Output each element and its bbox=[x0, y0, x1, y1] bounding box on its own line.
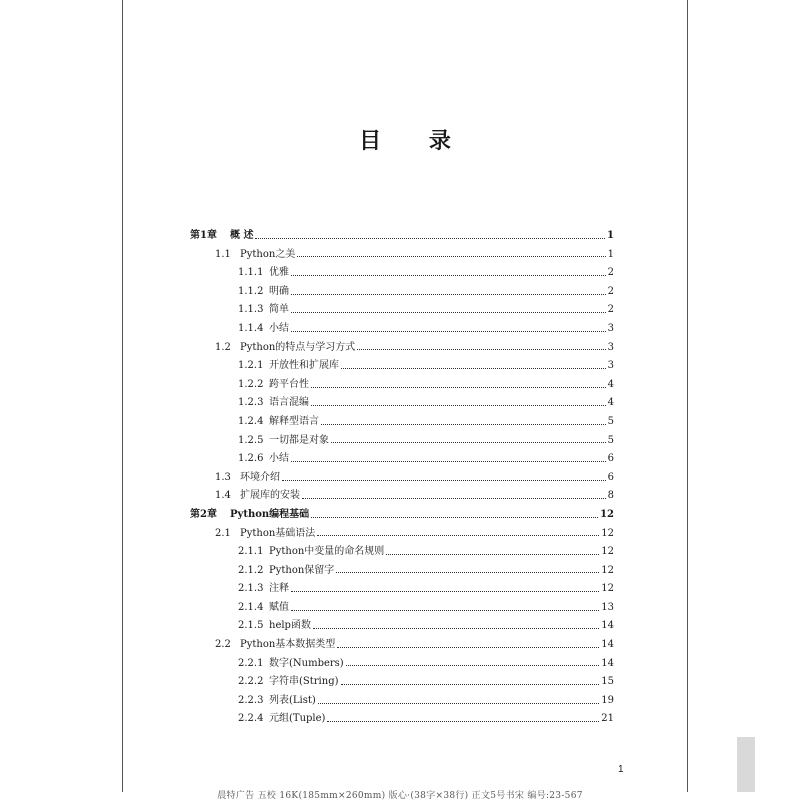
toc-entry-number: 1.2.4 bbox=[238, 415, 264, 427]
toc-entry-page: 19 bbox=[601, 694, 614, 706]
toc-entry-number: 2.1 bbox=[215, 527, 231, 539]
toc-entry[interactable] bbox=[190, 450, 614, 469]
toc-leader-dots bbox=[291, 294, 606, 295]
toc-entry-page: 13 bbox=[601, 601, 614, 613]
toc-entry[interactable] bbox=[190, 339, 614, 358]
toc-entry-page: 3 bbox=[607, 341, 614, 353]
toc-entry-page: 21 bbox=[601, 713, 614, 725]
toc-entry-page: 4 bbox=[607, 397, 614, 409]
toc-leader-dots bbox=[318, 703, 599, 704]
toc-leader-dots bbox=[311, 387, 606, 388]
toc-entry-title: 扩展库的安装 bbox=[240, 490, 300, 502]
toc-entry-page: 5 bbox=[607, 415, 614, 427]
toc-entry-number: 1.2 bbox=[215, 341, 231, 353]
table-of-contents bbox=[190, 227, 614, 729]
toc-entry-page: 6 bbox=[607, 453, 614, 465]
toc-entry-title: 列表(List) bbox=[269, 694, 316, 706]
toc-entry-number: 1.1.1 bbox=[238, 267, 264, 279]
toc-entry-title: 跨平台性 bbox=[269, 378, 309, 390]
toc-entry-title: 语言混编 bbox=[269, 397, 309, 409]
toc-entry-number: 1.1.4 bbox=[238, 322, 264, 334]
toc-entry-number: 2.2 bbox=[215, 639, 231, 651]
toc-entry-number: 1.1 bbox=[215, 248, 231, 260]
toc-leader-dots bbox=[282, 480, 606, 481]
toc-entry-number: 1.2.5 bbox=[238, 434, 264, 446]
toc-entry-number: 2.1.3 bbox=[238, 583, 264, 595]
toc-entry-number: 1.2.2 bbox=[238, 378, 264, 390]
toc-entry-title: 一切都是对象 bbox=[269, 434, 329, 446]
toc-leader-dots bbox=[255, 238, 605, 239]
toc-entry[interactable] bbox=[190, 580, 614, 599]
toc-leader-dots bbox=[341, 684, 600, 685]
toc-entry-number: 2.1.4 bbox=[238, 601, 264, 613]
document-page bbox=[122, 0, 688, 792]
toc-entry[interactable] bbox=[190, 394, 614, 413]
toc-entry-page: 4 bbox=[607, 378, 614, 390]
toc-entry-page: 2 bbox=[607, 304, 614, 316]
toc-entry-number: 2.1.5 bbox=[238, 620, 264, 632]
toc-entry-title: 数字(Numbers) bbox=[269, 657, 344, 669]
toc-entry-title: 简单 bbox=[269, 304, 289, 316]
toc-entry-title: Python的特点与学习方式 bbox=[240, 341, 356, 353]
toc-entry-title: 元组(Tuple) bbox=[269, 713, 326, 725]
toc-entry[interactable] bbox=[190, 673, 614, 692]
toc-entry-title: 开放性和扩展库 bbox=[269, 360, 339, 372]
toc-entry[interactable] bbox=[190, 432, 614, 451]
toc-entry-page: 8 bbox=[607, 490, 614, 502]
toc-entry-number: 1.2.6 bbox=[238, 453, 264, 465]
toc-entry[interactable] bbox=[190, 692, 614, 711]
toc-entry-page: 14 bbox=[601, 657, 614, 669]
toc-entry[interactable] bbox=[190, 562, 614, 581]
toc-entry-page: 5 bbox=[607, 434, 614, 446]
toc-entry[interactable] bbox=[190, 506, 614, 525]
toc-leader-dots bbox=[311, 517, 598, 518]
toc-entry-title: 概 述 bbox=[230, 230, 254, 241]
toc-entry[interactable] bbox=[190, 376, 614, 395]
toc-entry[interactable] bbox=[190, 487, 614, 506]
toc-leader-dots bbox=[327, 721, 599, 722]
toc-leader-dots bbox=[291, 610, 599, 611]
toc-entry[interactable] bbox=[190, 413, 614, 432]
toc-entry-number: 1.1.2 bbox=[238, 285, 264, 297]
toc-entry[interactable] bbox=[190, 469, 614, 488]
toc-entry-title: Python基本数据类型 bbox=[240, 639, 336, 651]
print-footer: 晨特广告 五校 16K(185mm×260mm) 版心·(38字×38行) 正文5号书宋 编号:23-567 bbox=[217, 791, 583, 801]
toc-leader-dots bbox=[291, 275, 606, 276]
toc-entry-number: 1.3 bbox=[215, 471, 231, 483]
toc-leader-dots bbox=[311, 405, 606, 406]
toc-leader-dots bbox=[336, 572, 599, 573]
toc-entry[interactable] bbox=[190, 301, 614, 320]
toc-entry-title: 小结 bbox=[269, 322, 289, 334]
toc-entry-page: 12 bbox=[601, 546, 614, 558]
page-title: 目 录 bbox=[359, 128, 471, 154]
toc-entry-page: 14 bbox=[601, 620, 614, 632]
toc-entry-page: 3 bbox=[607, 322, 614, 334]
toc-entry[interactable] bbox=[190, 655, 614, 674]
toc-leader-dots bbox=[297, 256, 605, 257]
toc-leader-dots bbox=[291, 331, 606, 332]
toc-entry[interactable] bbox=[190, 320, 614, 339]
toc-leader-dots bbox=[386, 554, 599, 555]
toc-entry-number: 1.1.3 bbox=[238, 304, 264, 316]
toc-entry-title: help函数 bbox=[269, 620, 311, 632]
toc-entry-number: 第2章 bbox=[190, 508, 217, 520]
toc-entry[interactable] bbox=[190, 246, 614, 265]
toc-entry-title: Python中变量的命名规则 bbox=[269, 546, 385, 558]
toc-leader-dots bbox=[321, 424, 606, 425]
toc-entry[interactable] bbox=[190, 636, 614, 655]
toc-leader-dots bbox=[341, 368, 606, 369]
toc-leader-dots bbox=[337, 647, 599, 648]
toc-entry-title: 小结 bbox=[269, 453, 289, 465]
toc-entry-page: 12 bbox=[600, 508, 614, 520]
toc-leader-dots bbox=[331, 442, 606, 443]
toc-entry[interactable] bbox=[190, 227, 614, 246]
toc-entry-page: 6 bbox=[607, 471, 614, 483]
toc-entry-number: 2.1.2 bbox=[238, 564, 264, 576]
toc-entry-page: 12 bbox=[601, 564, 614, 576]
toc-entry[interactable] bbox=[190, 525, 614, 544]
toc-entry[interactable] bbox=[190, 599, 614, 618]
toc-entry-number: 1.4 bbox=[215, 490, 231, 502]
toc-entry[interactable] bbox=[190, 543, 614, 562]
toc-entry-number: 2.1.1 bbox=[238, 546, 264, 558]
toc-entry-title: 明确 bbox=[269, 285, 289, 297]
toc-entry-title: 注释 bbox=[269, 583, 289, 595]
toc-leader-dots bbox=[291, 591, 599, 592]
toc-entry-title: Python之美 bbox=[240, 248, 296, 260]
toc-entry-title: 赋值 bbox=[269, 601, 289, 613]
toc-entry-title: 字符串(String) bbox=[269, 676, 339, 688]
toc-leader-dots bbox=[313, 628, 599, 629]
toc-entry-page: 12 bbox=[601, 583, 614, 595]
toc-leader-dots bbox=[346, 665, 600, 666]
toc-entry-page: 1 bbox=[607, 230, 614, 241]
toc-leader-dots bbox=[302, 498, 606, 499]
toc-entry-number: 2.2.3 bbox=[238, 694, 264, 706]
toc-leader-dots bbox=[317, 535, 599, 536]
toc-entry-number: 2.2.1 bbox=[238, 657, 264, 669]
toc-entry-number: 2.2.2 bbox=[238, 676, 264, 688]
toc-entry[interactable] bbox=[190, 357, 614, 376]
toc-entry-page: 2 bbox=[607, 285, 614, 297]
toc-entry-number: 第1章 bbox=[190, 230, 217, 241]
toc-entry-number: 1.2.1 bbox=[238, 360, 264, 372]
toc-entry-title: 环境介绍 bbox=[240, 471, 280, 483]
toc-entry-page: 1 bbox=[607, 248, 614, 260]
toc-entry-title: Python保留字 bbox=[269, 564, 335, 576]
toc-entry[interactable] bbox=[190, 617, 614, 636]
toc-entry-title: 解释型语言 bbox=[269, 415, 319, 427]
toc-entry-page: 14 bbox=[601, 639, 614, 651]
toc-entry-page: 2 bbox=[607, 267, 614, 279]
toc-leader-dots bbox=[291, 461, 606, 462]
toc-entry[interactable] bbox=[190, 710, 614, 729]
page-tab-marker bbox=[737, 737, 755, 792]
toc-leader-dots bbox=[357, 349, 605, 350]
toc-entry-page: 12 bbox=[601, 527, 614, 539]
toc-entry-title: Python编程基础 bbox=[230, 508, 310, 520]
page-number: 1 bbox=[618, 764, 624, 775]
toc-entry-page: 3 bbox=[607, 360, 614, 372]
toc-entry[interactable] bbox=[190, 283, 614, 302]
toc-leader-dots bbox=[291, 312, 606, 313]
toc-entry[interactable] bbox=[190, 264, 614, 283]
toc-entry-title: 优雅 bbox=[269, 267, 289, 279]
toc-entry-page: 15 bbox=[601, 676, 614, 688]
toc-entry-title: Python基础语法 bbox=[240, 527, 316, 539]
toc-entry-number: 2.2.4 bbox=[238, 713, 264, 725]
toc-entry-number: 1.2.3 bbox=[238, 397, 264, 409]
